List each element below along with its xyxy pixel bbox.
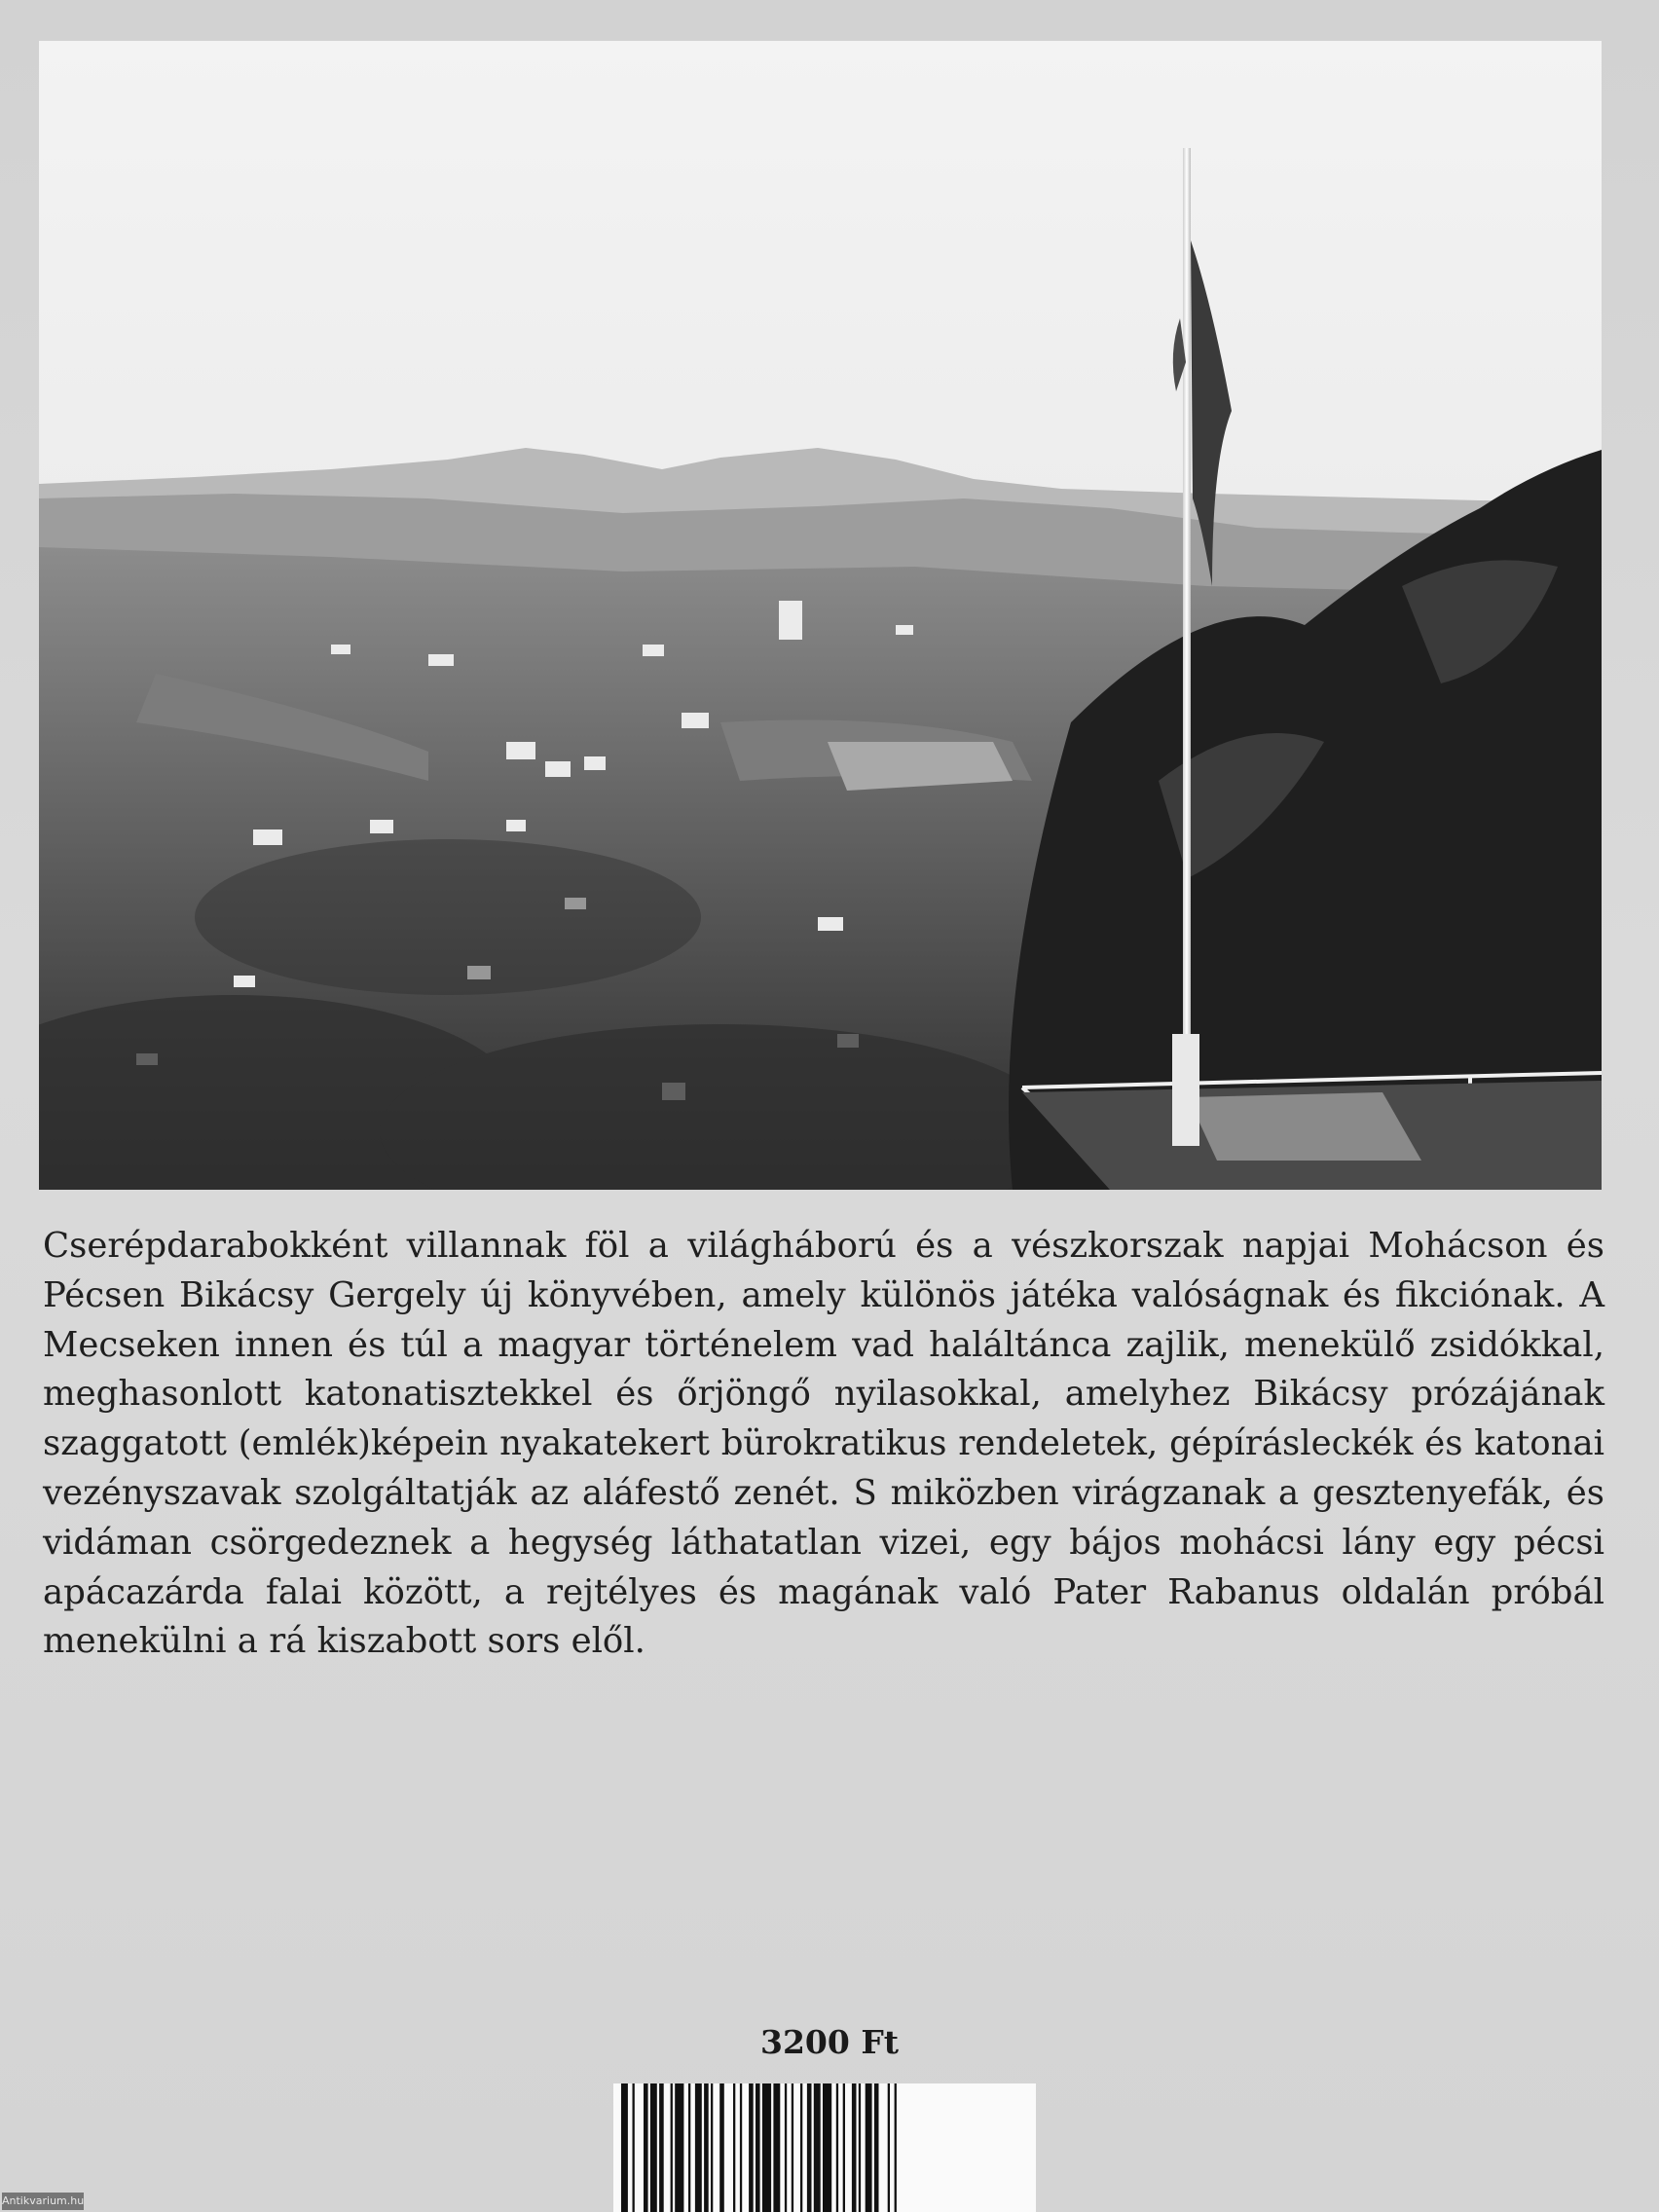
watermark-badge: Antikvarium.hu — [2, 2193, 84, 2210]
barcode-bar — [773, 2083, 780, 2212]
barcode-bar — [785, 2083, 787, 2212]
barcode-bar — [644, 2083, 648, 2212]
barcode-bar — [756, 2083, 760, 2212]
barcode-bar — [688, 2083, 690, 2212]
barcode-bar — [866, 2083, 872, 2212]
barcode-bar — [749, 2083, 754, 2212]
barcode-bar — [675, 2083, 683, 2212]
barcode-bar — [800, 2083, 802, 2212]
barcode-bar — [711, 2083, 713, 2212]
barcode-bar — [843, 2083, 845, 2212]
barcode-bar — [762, 2083, 771, 2212]
barcode-bar — [719, 2083, 724, 2212]
barcode-bar — [807, 2083, 812, 2212]
barcode-bar — [659, 2083, 664, 2212]
barcode-bar — [895, 2083, 897, 2212]
barcode — [613, 2083, 1036, 2212]
landscape-photo — [39, 41, 1602, 1190]
back-cover-blurb: Cserépdarabokként villannak föl a világháború és a vészkorszak napjai Mohácson és Pécsen Bikácsy Gergely új könyvében, amely különös játéka valóságnak és fikciónak. A Mecseken innen és túl a magyar történelem vad haláltánca zajlik, menekülő zsidókkal, meghasonlott katonatisztekkel és őrjöngő nyilasokkal, amelyhez Bikácsy prózájának szaggatott (emlék)képein nyakatekert bürokratikus rendeletek, gépírásleckék és katonai vezényszavak szolgáltatják az aláfestő zenét. S miközben virágzanak a gesztenyefák, és vidáman csörgedeznek a hegység láthatatlan vizei, egy bájos mohácsi lány egy pécsi apácazárda falai között, a rejtélyes és magának való Pater Rabanus oldalán próbál menekülni a rá kiszabott sors elől. — [43, 1226, 1604, 1662]
barcode-bar — [874, 2083, 879, 2212]
barcode-bar — [852, 2083, 857, 2212]
barcode-bar — [621, 2083, 628, 2212]
price-label: 3200 Ft — [759, 2023, 899, 2061]
barcode-bar — [671, 2083, 673, 2212]
barcode-bar — [814, 2083, 821, 2212]
barcode-bar — [695, 2083, 702, 2212]
barcode-bar — [740, 2083, 742, 2212]
barcode-bar — [733, 2083, 735, 2212]
barcode-bar — [792, 2083, 793, 2212]
barcode-bar — [823, 2083, 831, 2212]
barcode-graphic — [613, 2083, 1036, 2212]
barcode-bar — [859, 2083, 861, 2212]
barcode-bar — [704, 2083, 709, 2212]
barcode-bar — [650, 2083, 657, 2212]
barcode-bar — [888, 2083, 890, 2212]
cover-photograph — [39, 41, 1602, 1190]
barcode-bar — [633, 2083, 635, 2212]
barcode-bar — [836, 2083, 838, 2212]
